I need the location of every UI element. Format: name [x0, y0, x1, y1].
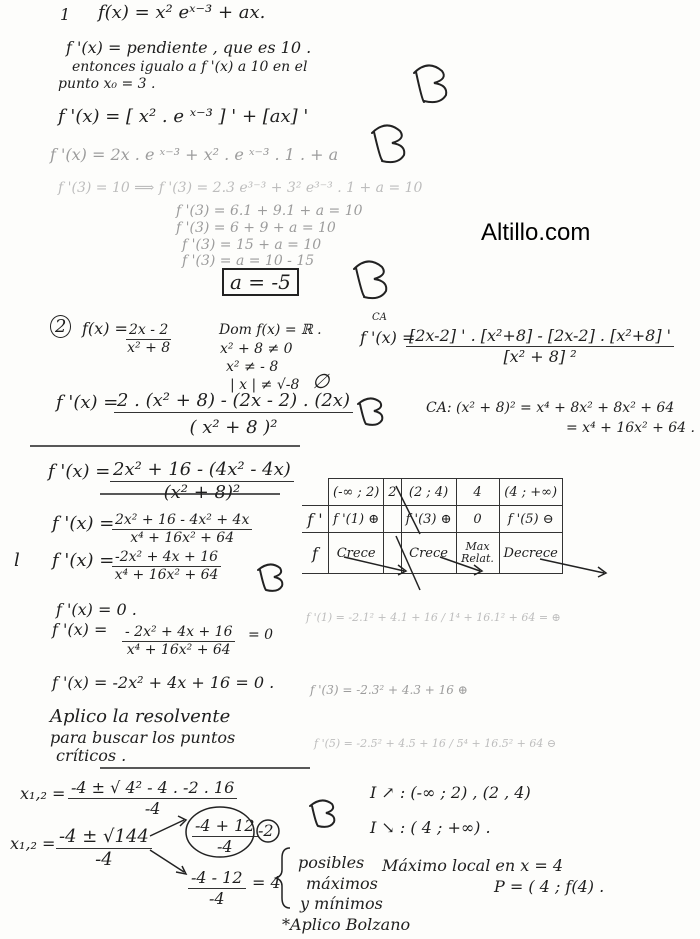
interval-header: 2	[384, 479, 401, 506]
empty-set: ∅	[312, 369, 330, 393]
d2-denominator: (x² + 8)²	[163, 482, 241, 503]
x12-b-numerator: -4 ± √144	[56, 826, 152, 849]
arrow-icon	[440, 557, 482, 575]
sign-cell: 0	[456, 506, 499, 533]
quotient-denominator: [x² + 8] ²	[503, 347, 577, 366]
d3-numerator: 2x² + 16 - 4x² + 4x	[112, 512, 252, 530]
ca-line-2: = x⁴ + 16x² + 64 .	[566, 420, 695, 436]
arrow-icon	[540, 559, 606, 577]
bolzano-note: *Aplico Bolzano	[282, 915, 411, 934]
derivative-setup: f '(x) = [ x² . e ˣ⁻³ ] ' + [ax] '	[58, 106, 309, 127]
check-f3: f '(3) = -2.3² + 4.3 + 16 ⊕	[310, 683, 468, 697]
possible-line-1: posibles	[298, 853, 365, 872]
d3-denominator: x⁴ + 16x² + 64	[130, 530, 235, 546]
possible-line-3: y mínimos	[300, 894, 383, 913]
root-1-denominator: -4	[216, 837, 233, 856]
check-mark-icon	[414, 65, 446, 102]
derivative-expanded: f '(x) = 2x . e ˣ⁻³ + x² . e ˣ⁻³ . 1 . + a	[50, 145, 339, 164]
max-point: P = ( 4 ; f(4) .	[494, 877, 605, 896]
d4-denominator: x⁴ + 16x² + 64	[114, 567, 219, 583]
d2-lhs: f '(x) =	[48, 461, 111, 482]
root-2-denominator: -4	[208, 889, 225, 908]
interval-header: (-∞ ; 2)	[329, 479, 384, 506]
row-label-fprime: f '	[302, 506, 329, 533]
decreasing-intervals: I ↘ : ( 4 ; +∞) .	[370, 818, 491, 837]
f-denominator: x² + 8	[127, 340, 171, 356]
root-2-numerator: -4 - 12	[188, 868, 246, 889]
root-1-circle	[186, 807, 254, 857]
f-lhs: f(x) =	[82, 319, 128, 338]
max-local: Máximo local en x = 4	[382, 856, 564, 875]
check-mark-icon	[258, 564, 282, 590]
root-1-numerator: -4 + 12	[192, 816, 258, 837]
interval-header: 4	[456, 479, 499, 506]
check-f1: f '(1) = -2.1² + 4.1 + 16 / 1⁴ + 16.1² + 64 = ⊕	[306, 611, 561, 624]
note-line-1: f '(x) = pendiente , que es 10 .	[66, 38, 312, 57]
arrow-icon	[150, 816, 186, 836]
problem-2-circle: 2	[50, 315, 71, 338]
check-mark-icon	[358, 398, 382, 424]
domain-line-1: Dom f(x) = ℝ .	[219, 322, 322, 338]
zero-numerator: - 2x² + 4x + 16	[122, 624, 235, 642]
row-label-f: f	[302, 533, 329, 574]
step-line-2: f '(3) = 6 + 9 + a = 10	[176, 220, 336, 236]
resolvent-line-1: Aplico la resolvente	[50, 706, 231, 727]
sign-cell: f '(1) ⊕	[329, 506, 384, 533]
d3-lhs: f '(x) =	[52, 513, 115, 534]
d4-mark: l	[14, 550, 20, 571]
divider-slash	[396, 486, 420, 534]
arrow-icon	[150, 850, 186, 874]
behavior-cell: Crece	[401, 533, 456, 574]
root-1-value: -2	[258, 821, 274, 840]
x12-b-denominator: -4	[95, 849, 113, 870]
check-mark-icon	[310, 800, 334, 826]
step-line-1: f '(3) = 6.1 + 9.1 + a = 10	[176, 203, 363, 219]
zero-line-3: f '(x) = -2x² + 4x + 16 = 0 .	[52, 673, 275, 692]
domain-line-4: | x | ≠ √-8	[230, 377, 300, 393]
problem-1-number: 1	[60, 5, 71, 24]
note-line-2: entonces igualo a f '(x) a 10 en el	[72, 59, 308, 75]
check-mark-icon	[372, 125, 404, 162]
d2-numerator: 2x² + 16 - (4x² - 4x)	[110, 459, 294, 482]
zero-line-2-lhs: f '(x) =	[52, 620, 108, 639]
step-line-4: f '(3) = a = 10 - 15	[182, 253, 315, 269]
behavior-cell: Crece	[329, 533, 384, 574]
zero-line-1: f '(x) = 0 .	[56, 600, 137, 619]
domain-line-3: x² ≠ - 8	[226, 359, 279, 375]
d4-lhs: f '(x) =	[52, 550, 115, 571]
d1-lhs: f '(x) =	[56, 392, 119, 413]
f-numerator: 2x - 2	[126, 322, 171, 340]
resolvent-line-2: para buscar los puntos	[50, 728, 236, 747]
check-f5: f '(5) = -2.5² + 4.5 + 16 / 5⁴ + 16.5² + 64 ⊖	[314, 737, 557, 750]
zero-line-2-rhs: = 0	[248, 627, 274, 643]
behavior-cell: Decrece	[499, 533, 562, 574]
behavior-cell: Max Relat.	[456, 533, 499, 574]
quotient-lhs: f '(x) =	[360, 328, 416, 347]
arrow-icon	[344, 557, 406, 575]
d1-numerator: 2 . (x² + 8) - (2x - 2) . (2x)	[114, 390, 353, 413]
watermark: Altillo.com	[481, 219, 591, 246]
check-mark-icon	[354, 261, 386, 298]
problem-1-function: f(x) = x² eˣ⁻³ + ax.	[98, 2, 266, 23]
step-line-3: f '(3) = 15 + a = 10	[182, 237, 322, 253]
quotient-numerator: [2x-2] ' . [x²+8] - [2x-2] . [x²+8] '	[406, 326, 674, 347]
x12-b-lhs: x₁,₂ =	[10, 834, 56, 853]
x12-a-numerator: -4 ± √ 4² - 4 . -2 . 16	[68, 778, 237, 799]
ca-label: CA	[372, 312, 387, 323]
interval-header: (4 ; +∞)	[499, 479, 562, 506]
sign-cell: f '(3) ⊕	[401, 506, 456, 533]
domain-line-2: x² + 8 ≠ 0	[220, 341, 293, 357]
brace-icon	[276, 848, 290, 908]
divider-slash	[396, 536, 420, 590]
resolvent-line-3: críticos .	[56, 746, 127, 765]
d4-numerator: -2x² + 4x + 16	[112, 549, 221, 567]
note-line-3: punto x₀ = 3 .	[58, 76, 156, 92]
result-a: a = -5	[222, 268, 299, 296]
d1-denominator: ( x² + 8 )²	[189, 417, 278, 438]
x12-a-lhs: x₁,₂ =	[20, 784, 66, 803]
root-1-value-circle	[257, 820, 279, 842]
possible-line-2: máximos	[306, 874, 378, 893]
interval-header: (2 ; 4)	[401, 479, 456, 506]
zero-denominator: x⁴ + 16x² + 64	[126, 642, 231, 658]
increasing-intervals: I ↗ : (-∞ ; 2) , (2 , 4)	[370, 783, 531, 802]
root-2-value: = 4	[252, 873, 281, 892]
substitution-line: f '(3) = 10 ⟹ f '(3) = 2.3 e³⁻³ + 3² e³⁻³ . 1 + a = 10	[58, 180, 423, 196]
ca-line-1: CA: (x² + 8)² = x⁴ + 8x² + 8x² + 64	[426, 400, 675, 416]
sign-cell: f '(5) ⊖	[499, 506, 562, 533]
x12-a-denominator: -4	[144, 799, 161, 818]
